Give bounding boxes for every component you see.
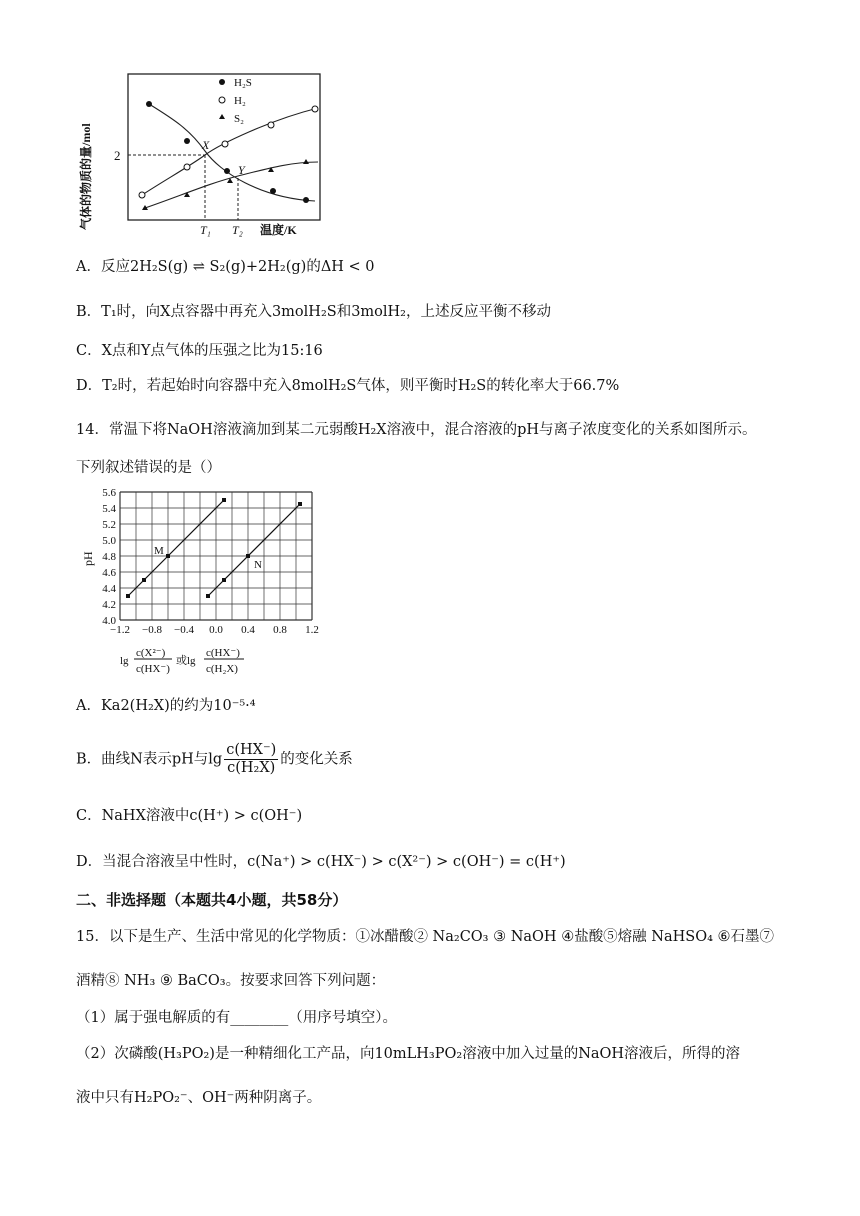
curve-h2s (149, 104, 315, 201)
h2s-markers (146, 101, 309, 203)
ph-series-label-n: N (254, 559, 262, 571)
q13-option-b: B．T₁时，向X点容器中再充入3molH₂S和3molH₂，上述反应平衡不移动 (76, 304, 551, 320)
ph-point-n (246, 554, 250, 558)
q15-line1: 15．以下是生产、生活中常见的化学物质：①冰醋酸② Na₂CO₃ ③ NaOH ④盐酸⑤熔融 NaHSO₄ ⑥石墨⑦ (76, 929, 775, 945)
q15-part1: （1）属于强电解质的有________（用序号填空）。 (76, 1010, 397, 1026)
ph-point-m (166, 554, 170, 558)
gas-amount-chart (70, 70, 330, 245)
chart1-ylabel: 气体的物质的量/mol (79, 123, 93, 230)
ph-point-m (142, 578, 146, 582)
section-title: 二、非选择题（本题共4小题，共58分） (76, 891, 348, 909)
q14-b-den: c(H₂X) (227, 760, 276, 776)
ph-ytick: 5.2 (102, 519, 116, 531)
ph-xtick: 0.8 (273, 624, 287, 636)
q14-stem-line1: 14．常温下将NaOH溶液滴加到某二元弱酸H₂X溶液中，混合溶液的pH与离子浓度变化的关系如图所示。 (76, 422, 757, 438)
ph-ylabel: pH (81, 551, 95, 566)
ph-series-label-m: M (154, 545, 164, 557)
q14-option-c: C．NaHX溶液中c(H⁺) > c(OH⁻) (76, 808, 303, 824)
q14-option-a: A．Ka2(H₂X)的约为10⁻⁵·⁴ (76, 698, 256, 714)
s2-markers (142, 159, 309, 210)
q15-line2: 酒精⑧ NH₃ ⑨ BaCO₃。按要求回答下列问题： (76, 973, 386, 989)
ph-line-n (208, 504, 300, 596)
q13-option-d: D．T₂时，若起始时向容器中充入8molH₂S气体，则平衡时H₂S的转化率大于66.7% (76, 378, 620, 394)
ph-ytick: 4.6 (102, 567, 116, 579)
q13-option-c: C．X点和Y点气体的压强之比为15:16 (76, 343, 323, 359)
ph-xlabel-lg1: lg (120, 655, 129, 667)
q15-part2-line2: 液中只有H₂PO₂⁻、OH⁻两种阴离子。 (76, 1090, 322, 1106)
q14-b-num: c(HX⁻) (226, 742, 277, 758)
curve-s2 (145, 162, 318, 208)
ph-ytick: 5.4 (102, 503, 116, 515)
chart1-ytick: 2 (114, 148, 121, 163)
q13-option-a: A．反应2H₂S(g) ⇌ S₂(g)+2H₂(g)的ΔH < 0 (76, 259, 375, 275)
ph-chart (78, 484, 328, 684)
legend-h2s: H₂S (234, 77, 252, 89)
ph-xtick: −1.2 (110, 624, 130, 636)
ph-point-n (298, 502, 302, 506)
ph-ytick: 4.0 (102, 615, 116, 627)
chart1-xtick-t1: T₁ (200, 223, 211, 237)
point-y-label: Y (238, 163, 245, 177)
ph-xtick: −0.8 (142, 624, 162, 636)
ph-ticks (102, 487, 319, 636)
q14-stem-line2: 下列叙述错误的是（） (76, 460, 221, 476)
legend-h2: H₂ (234, 95, 246, 107)
ph-ytick: 5.6 (102, 487, 116, 499)
ph-point-n (222, 578, 226, 582)
ph-xtick: 1.2 (305, 624, 319, 636)
ph-ytick: 4.8 (102, 551, 116, 563)
ph-xlabel-num1: c(X²⁻) (136, 647, 166, 659)
ph-xlabel-num2: c(HX⁻) (206, 647, 240, 659)
chart1-xtick-t2: T₂ (232, 223, 243, 237)
ph-ytick: 4.4 (102, 583, 116, 595)
ph-ytick: 4.2 (102, 599, 116, 611)
ph-xtick: −0.4 (174, 624, 194, 636)
ph-point-m (222, 498, 226, 502)
q14-option-b (76, 742, 353, 777)
q14-b-fraction (224, 742, 278, 777)
ph-xlabel-lg2: 或lg (176, 655, 196, 667)
chart1-legend (219, 77, 252, 125)
ph-series (126, 498, 302, 598)
ph-point-m (126, 594, 130, 598)
q14-b-post: 的变化关系 (280, 751, 353, 768)
legend-s2: S₂ (234, 113, 244, 125)
chart1-xlabel: 温度/K (260, 223, 297, 237)
q15-part2-line1: （2）次磷酸(H₃PO₂)是一种精细化工产品，向10mLH₃PO₂溶液中加入过量的NaOH溶液后，所得的溶 (76, 1046, 741, 1062)
ph-xtick: 0.4 (241, 624, 255, 636)
ph-xlabel-den1: c(HX⁻) (136, 663, 170, 675)
point-x-label: X (202, 138, 210, 152)
q14-option-d: D．当混合溶液呈中性时，c(Na⁺) > c(HX⁻) > c(X²⁻) > c(OH⁻) = c(H⁺) (76, 854, 566, 870)
ph-point-n (206, 594, 210, 598)
ph-xlabel-den2: c(H₂X) (206, 663, 238, 675)
h2-markers (139, 106, 318, 198)
ph-xtick: 0.0 (209, 624, 223, 636)
ph-ytick: 5.0 (102, 535, 116, 547)
q14-b-pre: B．曲线N表示pH与lg (76, 751, 223, 768)
ph-grid (120, 492, 312, 620)
ph-xlabel (120, 647, 244, 675)
